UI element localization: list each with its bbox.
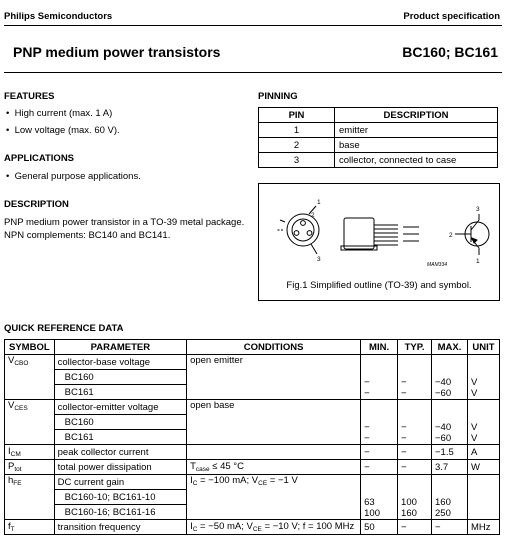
header-rule	[4, 25, 502, 26]
table-row: $V_{CES}$ collector-emitter voltage open base − − − − −40 −60 V V	[5, 400, 500, 415]
part-number: BC160; BC161	[402, 44, 498, 60]
figure-code: MAM334	[427, 262, 448, 268]
symbol-pin-label: 1	[476, 258, 480, 265]
pin-label: 3	[317, 256, 321, 263]
symbol-pin-label: 2	[449, 232, 453, 239]
table-row: BC160-10; BC161-10	[5, 490, 500, 505]
table-row: $V_{CBO}$ collector-base voltage open emitter − − − − −40 −60 V V	[5, 355, 500, 370]
quick-reference-heading: QUICK REFERENCE DATA	[4, 323, 124, 334]
table-row: BC160-16; BC161-16	[5, 505, 500, 520]
symbol-pin-label: 3	[476, 206, 480, 213]
pinning-table	[258, 107, 498, 168]
title-rule	[4, 72, 502, 73]
pnp-transistor-symbol	[455, 214, 489, 255]
description-column-header: DESCRIPTION	[335, 108, 498, 123]
description-text: PNP medium power transistor in a TO-39 metal package. NPN complements: BC140 and BC141.	[4, 217, 245, 241]
table-row: 3 collector, connected to case	[259, 153, 498, 168]
figure-box	[258, 183, 500, 301]
figure-caption: Fig.1 Simplified outline (TO-39) and symbol.	[286, 280, 472, 291]
table-row: 2 base	[259, 138, 498, 153]
pin-label: 2	[311, 212, 315, 219]
table-row: $f_T$ transition frequency $I_C = -50$ mA; $V_{CE} = -10$ V; f = 100 MHz 50 − − MHz	[5, 520, 500, 535]
feature-item: • Low voltage (max. 60 V).	[6, 125, 120, 136]
pin-label: 1	[317, 199, 321, 206]
feature-item: • High current (max. 1 A)	[6, 108, 113, 119]
table-row: $h_{FE}$ DC current gain $I_C = -100$ mA; $V_{CE} = -1$ V 63 100 100 160 160 250	[5, 475, 500, 490]
table-row: 1 emitter	[259, 123, 498, 138]
applications-heading: APPLICATIONS	[4, 153, 75, 164]
document-type: Product specification	[403, 11, 500, 22]
application-item: • General purpose applications.	[6, 171, 141, 182]
description-heading: DESCRIPTION	[4, 199, 69, 210]
pin-column-header: PIN	[259, 108, 335, 123]
package-outline-and-symbol	[259, 184, 499, 276]
table-row: BC161	[5, 385, 500, 400]
features-heading: FEATURES	[4, 91, 55, 102]
table-row: BC160	[5, 415, 500, 430]
pinning-heading: PINNING	[258, 91, 298, 102]
package-side-view	[341, 218, 419, 250]
table-row: BC160	[5, 370, 500, 385]
product-title: PNP medium power transistors	[13, 44, 221, 60]
quick-reference-table	[4, 339, 500, 535]
table-header-row: SYMBOL PARAMETER CONDITIONS MIN. TYP. MAX. UNIT	[5, 340, 500, 355]
table-row: $I_{CM}$ peak collector current − − −1.5 A	[5, 445, 500, 460]
table-row: $P_{tot}$ total power dissipation $T_{case} \le 45$ °C − − 3.7 W	[5, 460, 500, 475]
table-row: BC161	[5, 430, 500, 445]
company-name: Philips Semiconductors	[4, 11, 113, 22]
